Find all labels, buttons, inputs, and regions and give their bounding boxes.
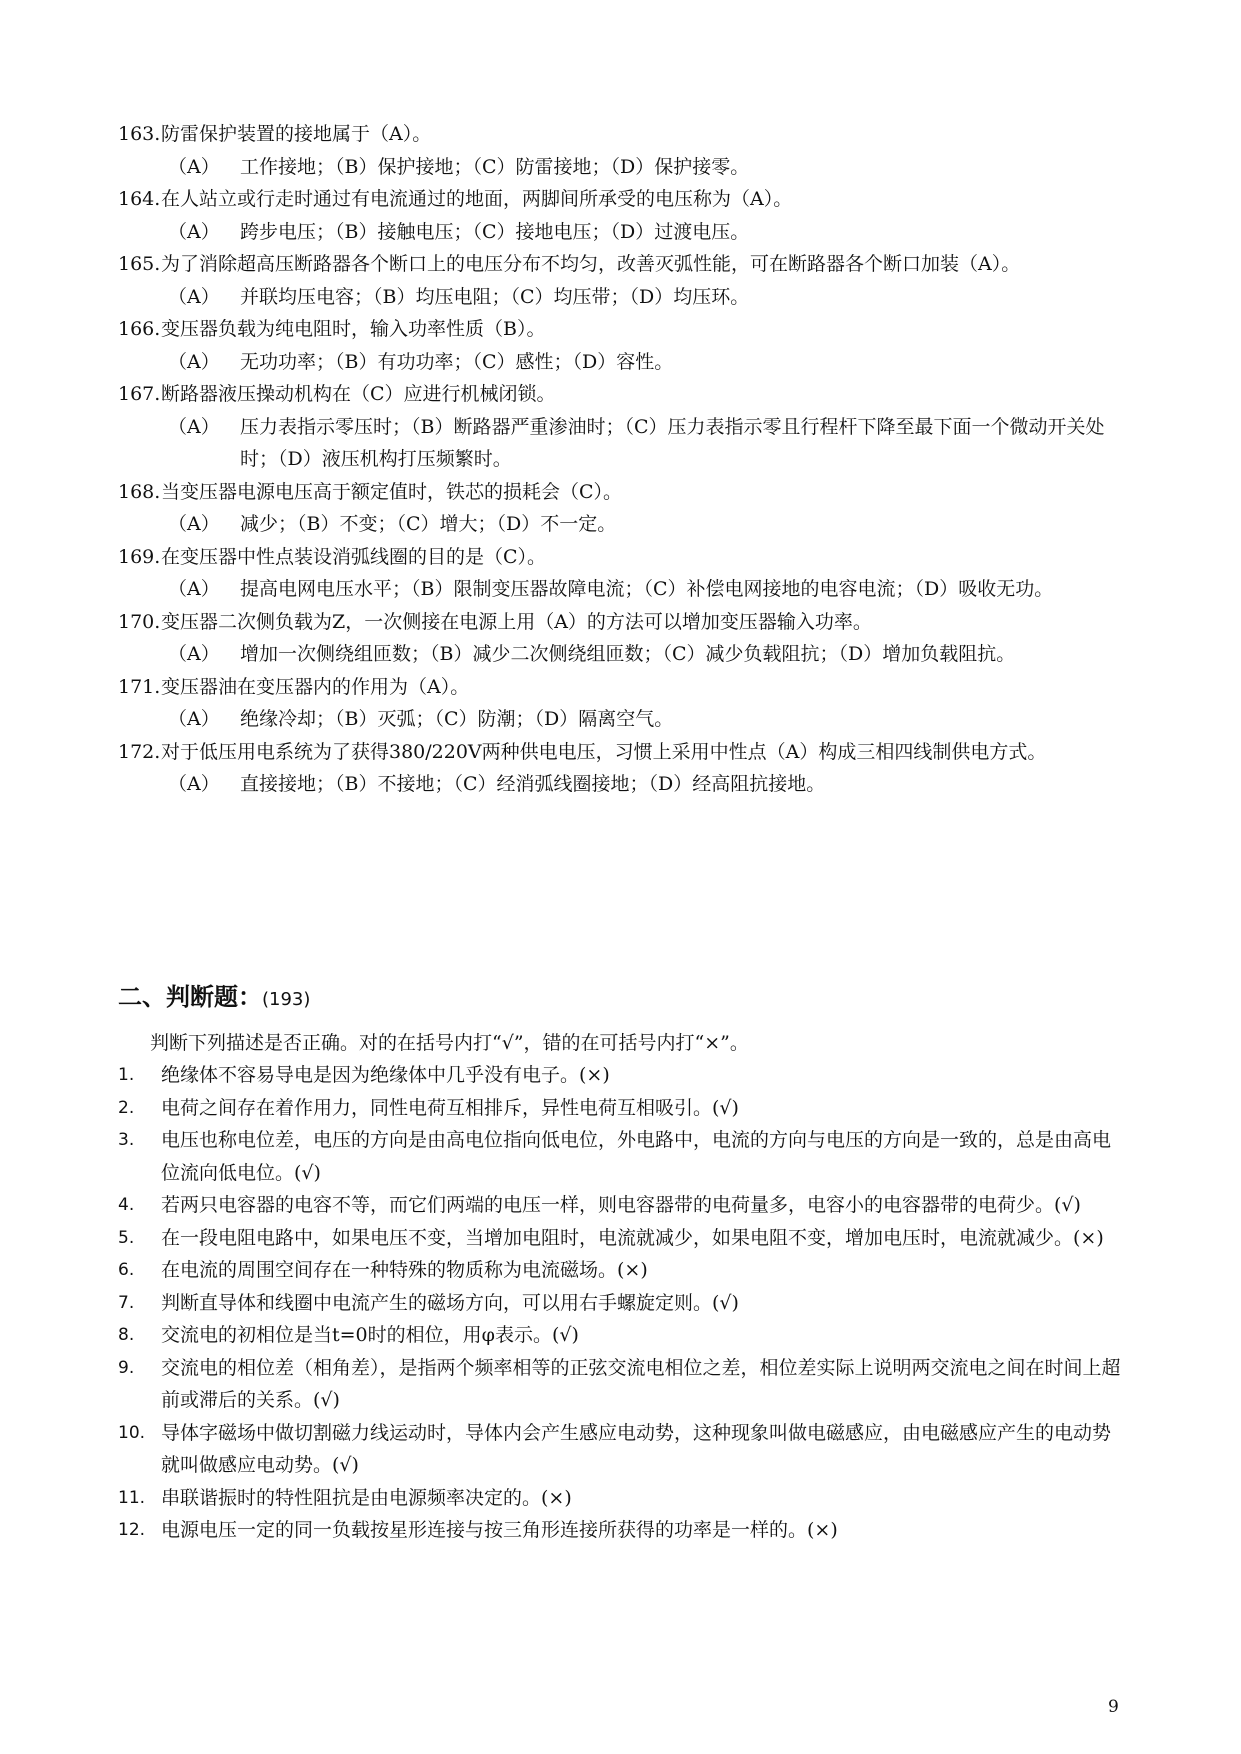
question-options	[118, 508, 1128, 541]
question-text: 防雷保护装置的接地属于（A）。	[161, 123, 432, 145]
statement-item	[118, 1417, 1128, 1482]
statement-number: 1.	[118, 1065, 135, 1085]
question-item	[118, 248, 1128, 281]
question-item	[118, 118, 1128, 151]
statement-item	[118, 1059, 1128, 1092]
question-item	[118, 313, 1128, 346]
statement-text: 导体字磁场中做切割磁力线运动时，导体内会产生感应电动势，这种现象叫做电磁感应，由电磁感应产生的电动势就叫做感应电动势。(√)	[161, 1421, 1112, 1476]
statement-number: 4.	[118, 1195, 135, 1215]
question-item	[118, 541, 1128, 574]
option-label: （A）	[168, 415, 220, 438]
statement-number: 8.	[118, 1325, 135, 1345]
question-item	[118, 183, 1128, 216]
question-text: 在人站立或行走时通过有电流通过的地面，两脚间所承受的电压称为（A）。	[161, 188, 793, 210]
statement-item	[118, 1482, 1128, 1515]
section-count: (193)	[262, 989, 311, 1010]
statement-item	[118, 1189, 1128, 1222]
question-options	[118, 216, 1128, 249]
question-text: 为了消除超高压断路器各个断口上的电压分布不均匀，改善灭弧性能，可在断路器各个断口加装（A）。	[161, 253, 1021, 275]
question-text: 断路器液压操动机构在（C）应进行机械闭锁。	[161, 383, 556, 405]
question-options	[118, 638, 1128, 671]
question-number: 163.	[118, 123, 161, 145]
option-text: 无功功率；（B）有功功率；（C）感性；（D）容性。	[240, 350, 674, 373]
statement-item	[118, 1514, 1128, 1547]
statement-text: 电压也称电位差，电压的方向是由高电位指向低电位，外电路中，电流的方向与电压的方向是一致的，总是由高电位流向低电位。(√)	[161, 1129, 1112, 1184]
section-title: 二、判断题：	[118, 982, 262, 1011]
option-text: 并联均压电容；（B）均压电阻；（C）均压带；（D）均压环。	[240, 285, 750, 308]
option-label: （A）	[168, 643, 220, 665]
statement-number: 7.	[118, 1292, 135, 1313]
question-item	[118, 476, 1128, 509]
statement-item	[118, 1319, 1128, 1352]
question-number: 165.	[118, 253, 161, 275]
question-text: 在变压器中性点装设消弧线圈的目的是（C）。	[161, 545, 547, 568]
statement-number: 3.	[118, 1130, 135, 1150]
question-item	[118, 606, 1128, 639]
question-options	[118, 703, 1128, 736]
statement-item	[118, 1092, 1128, 1125]
question-number: 169.	[118, 545, 161, 568]
statement-number: 5.	[118, 1227, 135, 1248]
option-label: （A）	[168, 155, 220, 178]
question-number: 168.	[118, 480, 161, 503]
question-text: 变压器二次侧负载为Z，一次侧接在电源上用（A）的方法可以增加变压器输入功率。	[161, 610, 872, 633]
question-options	[118, 573, 1128, 606]
statement-item	[118, 1352, 1128, 1417]
statement-text: 电荷之间存在着作用力，同性电荷互相排斥，异性电荷互相吸引。(√)	[161, 1096, 739, 1119]
option-text: 跨步电压；（B）接触电压；（C）接地电压；（D）过渡电压。	[240, 220, 750, 243]
statement-text: 交流电的相位差（相角差），是指两个频率相等的正弦交流电相位之差，相位差实际上说明两交流电之间在时间上超前或滞后的关系。(√)	[161, 1356, 1121, 1411]
option-label: （A）	[168, 220, 220, 243]
question-options	[118, 768, 1128, 801]
statement-text: 绝缘体不容易导电是因为绝缘体中几乎没有电子。(×)	[161, 1064, 610, 1086]
option-label: （A）	[168, 513, 220, 535]
question-options	[118, 281, 1128, 314]
statement-text: 交流电的初相位是当t=0时的相位，用φ表示。(√)	[161, 1324, 579, 1346]
option-text: 减少；（B）不变；（C）增大；（D）不一定。	[240, 513, 617, 535]
statement-item	[118, 1222, 1128, 1255]
statement-number: 12.	[118, 1520, 146, 1540]
question-options	[118, 346, 1128, 379]
option-text: 增加一次侧绕组匝数；（B）减少二次侧绕组匝数；（C）减少负载阻抗；（D）增加负载阻抗。	[240, 643, 1016, 665]
question-item	[118, 378, 1128, 411]
statement-item	[118, 1287, 1128, 1320]
question-number: 166.	[118, 318, 161, 340]
option-label: （A）	[168, 773, 220, 795]
statement-text: 判断直导体和线圈中电流产生的磁场方向，可以用右手螺旋定则。(√)	[161, 1291, 739, 1314]
statement-item	[118, 1254, 1128, 1287]
statement-number: 2.	[118, 1097, 135, 1118]
statement-number: 11.	[118, 1487, 146, 1508]
statement-text: 若两只电容器的电容不等，而它们两端的电压一样，则电容器带的电荷量多，电容小的电容器带的电荷少。(√)	[161, 1194, 1081, 1216]
question-text: 变压器负载为纯电阻时，输入功率性质（B）。	[161, 318, 546, 340]
option-label: （A）	[168, 578, 220, 600]
statement-number: 9.	[118, 1357, 135, 1378]
question-item	[118, 736, 1128, 769]
question-options	[118, 151, 1128, 184]
section-instruction: 判断下列描述是否正确。对的在括号内打“√”，错的在可括号内打“×”。	[150, 1032, 749, 1054]
section-heading	[118, 980, 310, 1017]
option-text: 提高电网电压水平；（B）限制变压器故障电流；（C）补偿电网接地的电容电流；（D）吸收无功。	[240, 578, 1054, 600]
question-text: 当变压器电源电压高于额定值时，铁芯的损耗会（C）。	[161, 480, 623, 503]
option-label: （A）	[168, 285, 220, 308]
option-label: （A）	[168, 350, 220, 373]
question-number: 172.	[118, 740, 161, 763]
multiple-choice-list	[118, 118, 1128, 801]
option-text: 工作接地；（B）保护接地；（C）防雷接地；（D）保护接零。	[240, 155, 750, 178]
question-text: 变压器油在变压器内的作用为（A）。	[161, 675, 470, 698]
statement-number: 6.	[118, 1260, 135, 1280]
statement-text: 电源电压一定的同一负载按星形连接与按三角形连接所获得的功率是一样的。(×)	[161, 1519, 838, 1541]
statement-text: 在电流的周围空间存在一种特殊的物质称为电流磁场。(×)	[161, 1259, 648, 1281]
page-number: 9	[1108, 1697, 1119, 1717]
question-number: 164.	[118, 188, 161, 210]
question-number: 167.	[118, 383, 161, 405]
question-number: 170.	[118, 610, 161, 633]
statement-text: 串联谐振时的特性阻抗是由电源频率决定的。(×)	[161, 1486, 572, 1509]
question-number: 171.	[118, 675, 161, 698]
question-item	[118, 671, 1128, 704]
question-text: 对于低压用电系统为了获得380/220V两种供电电压，习惯上采用中性点（A）构成三相四线制供电方式。	[161, 740, 1047, 763]
statement-item	[118, 1124, 1128, 1189]
question-options	[118, 411, 1128, 476]
option-text: 直接接地；（B）不接地；（C）经消弧线圈接地；（D）经高阻抗接地。	[240, 773, 826, 795]
statement-number: 10.	[118, 1422, 146, 1443]
option-text: 绝缘冷却；（B）灭弧；（C）防潮；（D）隔离空气。	[240, 708, 674, 730]
statement-text: 在一段电阻电路中，如果电压不变，当增加电阻时，电流就减少，如果电阻不变，增加电压时，电流就减少。(×)	[161, 1226, 1104, 1249]
option-text: 压力表指示零压时；（B）断路器严重渗油时；（C）压力表指示零且行程杆下降至最下面一个微动开关处时；（D）液压机构打压频繁时。	[240, 415, 1105, 470]
true-false-list	[118, 1059, 1128, 1547]
option-label: （A）	[168, 708, 220, 730]
